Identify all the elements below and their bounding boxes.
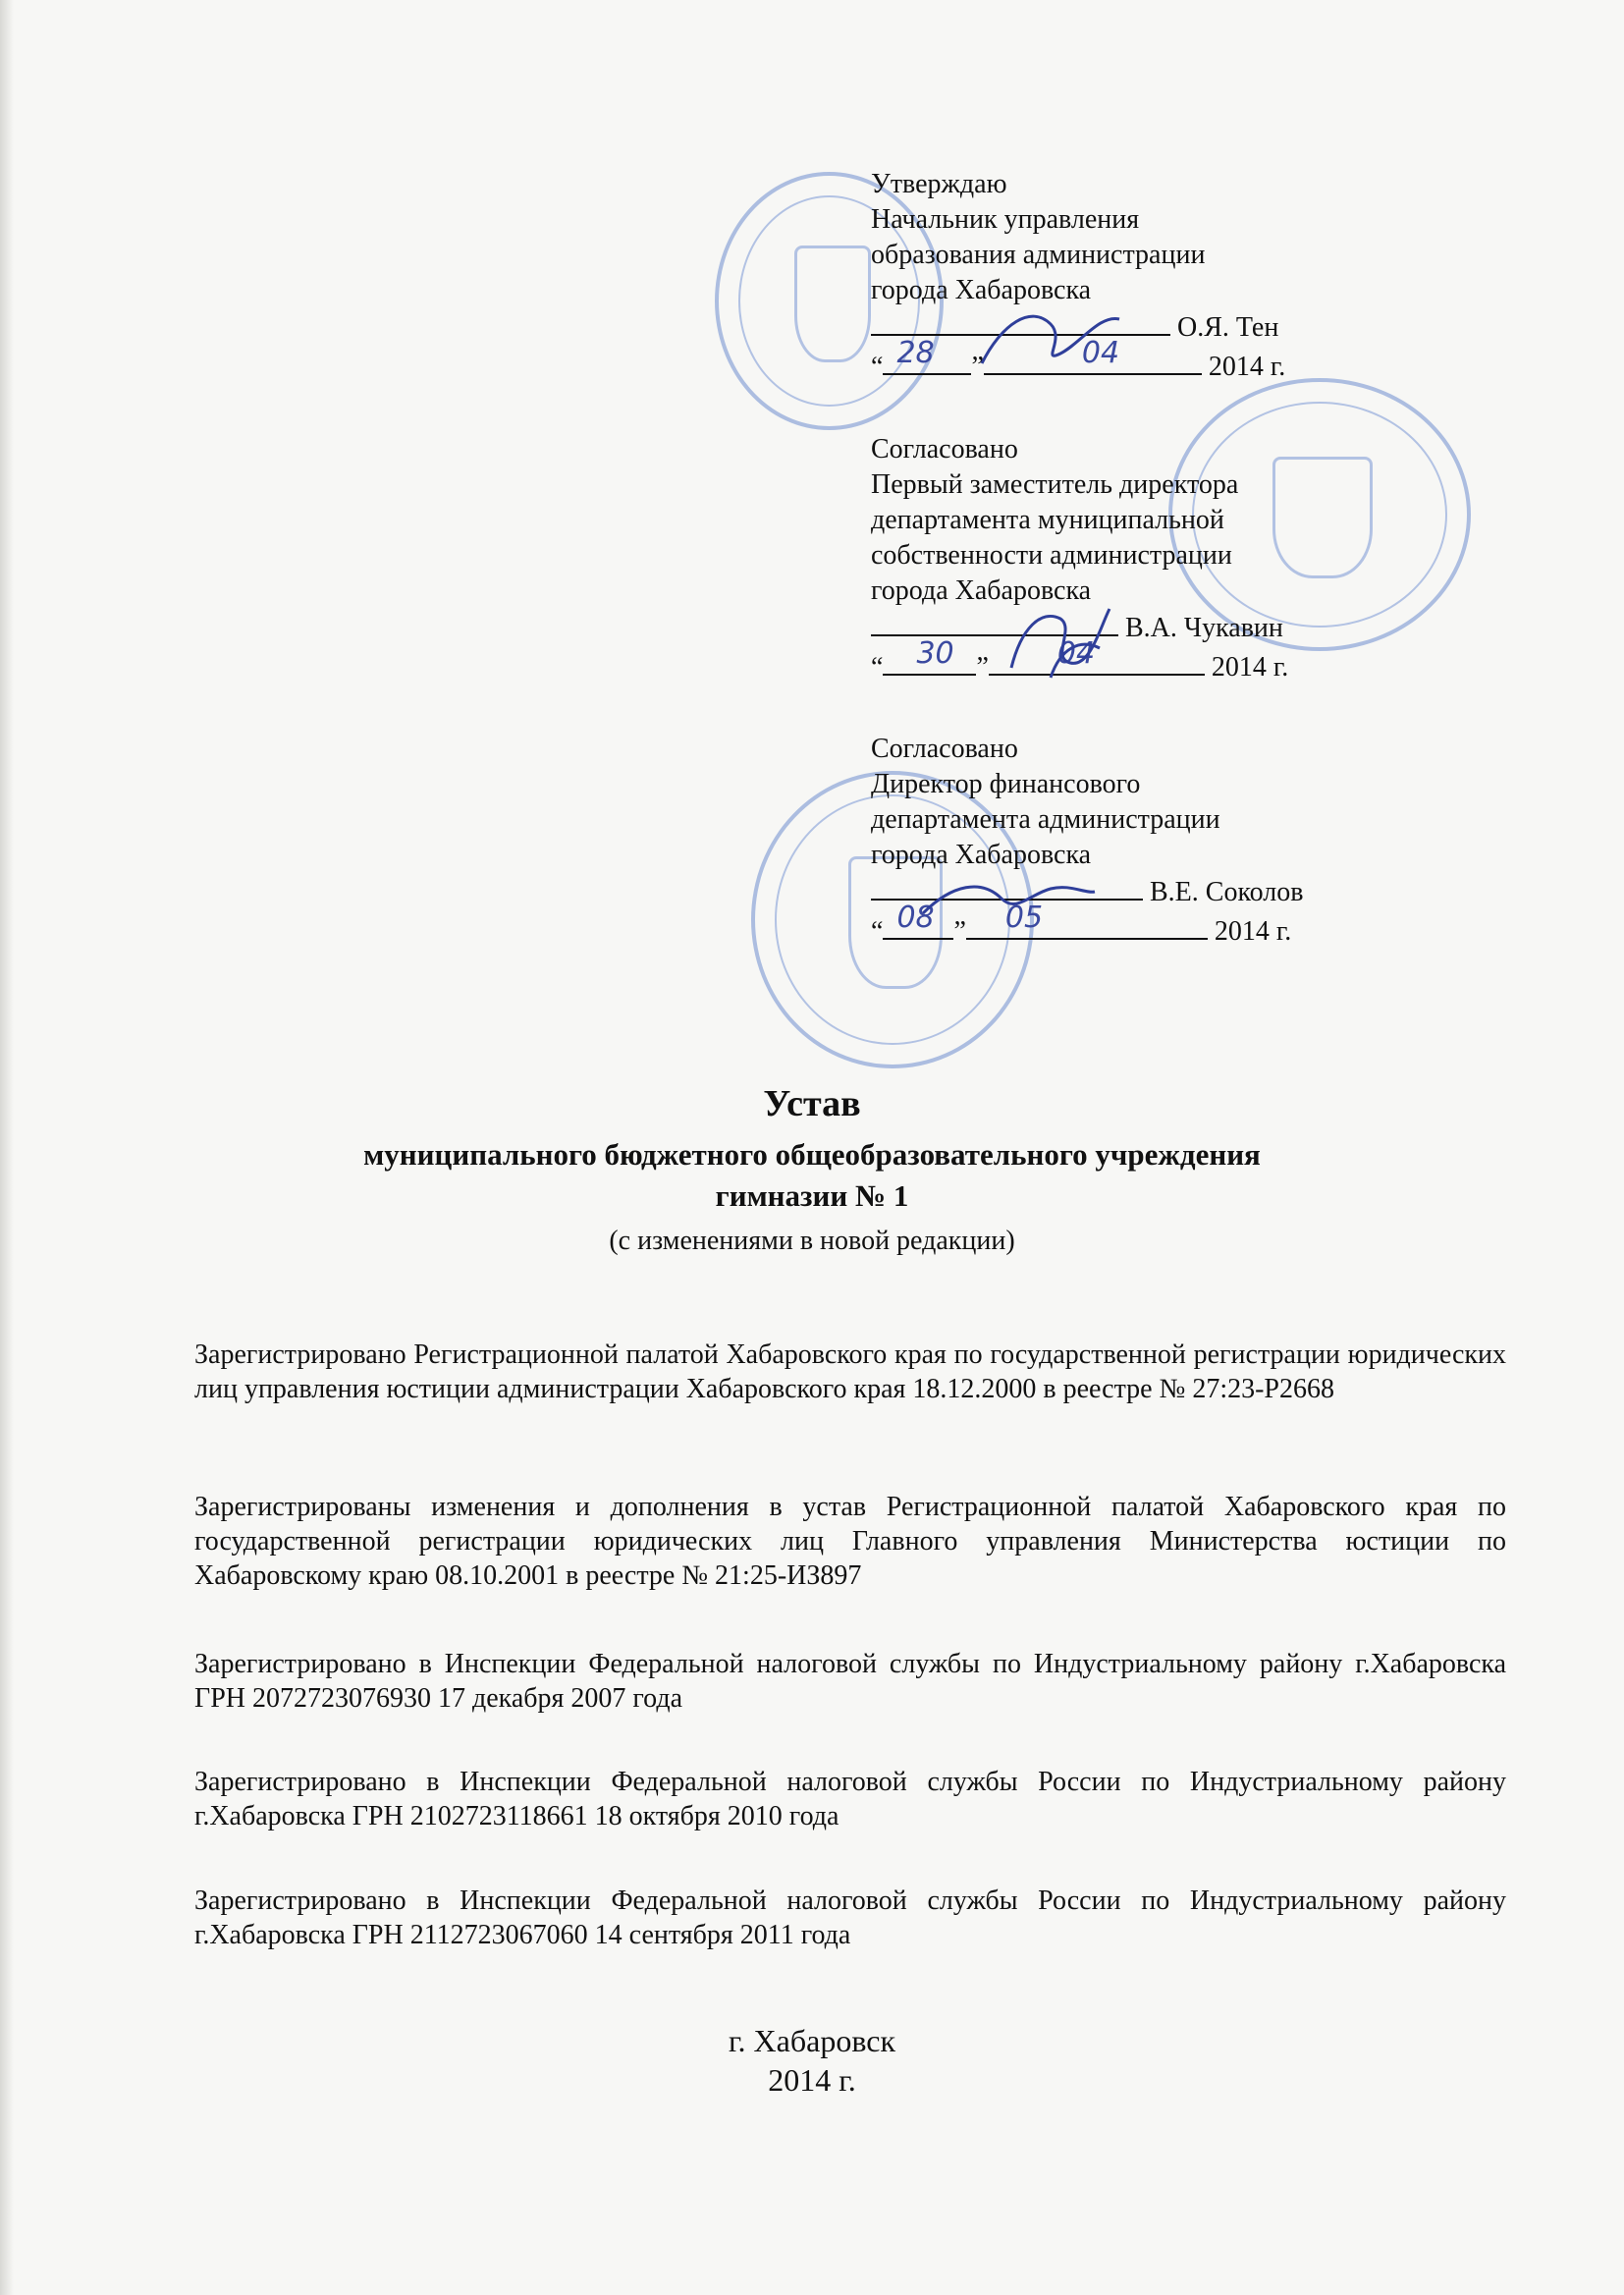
- approval-position-line: департамента муниципальной: [871, 505, 1224, 535]
- handwritten-month: 04: [1056, 636, 1096, 671]
- approval-position-line: образования администрации: [871, 240, 1206, 270]
- handwritten-month: 05: [1004, 901, 1044, 935]
- approval-position-line: города Хабаровска: [871, 275, 1092, 305]
- approval-block-head-of-education: [871, 167, 1285, 385]
- approval-date: “ 08 ” 05 2014 г.: [871, 901, 1292, 947]
- handwritten-day: 28: [896, 336, 935, 370]
- signature-line: [871, 873, 1303, 910]
- registration-record: Зарегистрировано в Инспекции Федеральной налоговой службы по Индустриальному району г.Хабаровска ГРН 2072723076930 17 декабря 2007 года: [194, 1649, 1506, 1714]
- registration-record: Зарегистрировано в Инспекции Федеральной налоговой службы России по Индустриальному району г.Хабаровска ГРН 2102723118661 18 октября 2010 года: [194, 1767, 1506, 1831]
- signatory-name: В.Е. Соколов: [1150, 877, 1304, 907]
- date-year: 2014 г.: [1211, 652, 1289, 683]
- approval-position-line: города Хабаровска: [871, 840, 1092, 870]
- approval-heading: Согласовано: [871, 434, 1018, 464]
- date-year: 2014 г.: [1214, 916, 1292, 947]
- date-year: 2014 г.: [1208, 352, 1286, 382]
- approval-position-line: собственности администрации: [871, 540, 1232, 571]
- handwritten-month: 04: [1081, 336, 1120, 370]
- signatory-name: О.Я. Тен: [1177, 312, 1279, 343]
- institution-name-line-2: гимназии № 1: [715, 1178, 909, 1213]
- registration-record: Зарегистрированы изменения и дополнения в устав Регистрационной палатой Хабаровского края по государственной регистрации юридических лиц Главного управления Министерства юстиции по Хабаровскому краю 08.10.2001 в реестре № 21:25-ИЗ897: [194, 1492, 1506, 1591]
- approval-position-line: Начальник управления: [871, 204, 1140, 235]
- approval-heading: Согласовано: [871, 734, 1018, 764]
- footer-city: г. Хабаровск: [729, 2023, 895, 2058]
- institution-name-line-1: муниципального бюджетного общеобразовательного учреждения: [363, 1137, 1261, 1172]
- footer-year: 2014 г.: [768, 2062, 856, 2098]
- signatory-name: В.А. Чукавин: [1125, 613, 1283, 643]
- approval-position-line: Первый заместитель директора: [871, 469, 1239, 500]
- approval-heading: Утверждаю: [871, 169, 1007, 199]
- approval-date: “ 28 ” 04 2014 г.: [871, 336, 1286, 382]
- handwritten-day: 30: [916, 636, 954, 671]
- approval-position-line: департамента администрации: [871, 804, 1220, 835]
- handwritten-day: 08: [896, 901, 935, 935]
- approval-position-line: города Хабаровска: [871, 575, 1092, 606]
- approval-position-line: Директор финансового: [871, 769, 1141, 799]
- approval-date: “ 30 ” 04 2014 г.: [871, 636, 1289, 683]
- approval-block-finance-department: [871, 732, 1303, 950]
- document-title: Устав: [763, 1083, 861, 1124]
- registration-record: Зарегистрировано Регистрационной палатой Хабаровского края по государственной регистрации юридических лиц управления юстиции администрации Хабаровского края 18.12.2000 в реестре № 27:23-Р2668: [194, 1339, 1506, 1404]
- registration-record: Зарегистрировано в Инспекции Федеральной налоговой службы России по Индустриальному району г.Хабаровска ГРН 2112723067060 14 сентября 2011 года: [194, 1885, 1506, 1950]
- approval-block-municipal-property: [871, 432, 1288, 685]
- edition-note: (с изменениями в новой редакции): [609, 1226, 1015, 1256]
